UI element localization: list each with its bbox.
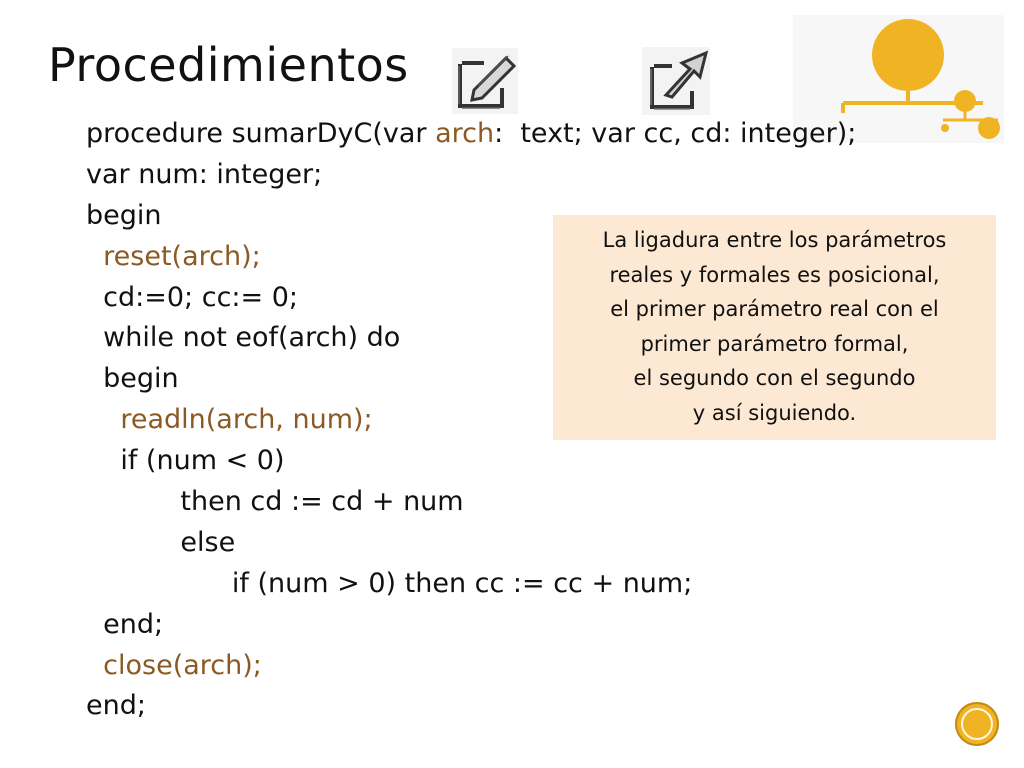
code-line [86,686,856,727]
code-text: while not eof(arch) do [103,322,401,354]
code-text: procedure sumarDyC(var [86,118,436,149]
code-text: end; [86,690,146,722]
code-line [86,646,856,687]
note-line: La ligadura entre los parámetros [602,228,947,252]
code-text: cd:=0; cc:= 0; [103,281,298,313]
code-indent [86,282,103,313]
note-line: el segundo con el segundo [633,366,916,390]
code-text: var num: integer; [86,158,323,190]
note-line: primer parámetro formal, [640,331,909,356]
code-indent [86,650,103,681]
next-circle-icon[interactable] [955,702,999,746]
code-line [86,441,856,482]
code-indent [86,404,120,435]
code-text: begin [86,199,162,231]
code-text: begin [103,363,179,395]
share-icon [640,45,710,115]
edit-icon [450,46,520,116]
code-highlight: close(arch); [103,649,262,681]
code-indent [86,527,180,558]
code-highlight: readln(arch, num); [120,404,373,436]
code-highlight: arch [435,118,495,149]
code-indent [86,568,232,599]
code-indent [86,486,180,517]
code-indent [86,609,103,640]
note-line: reales y formales es posicional, [609,262,940,287]
code-indent [86,445,120,476]
code-indent [86,363,103,394]
note-line: y así siguiendo. [692,400,857,425]
code-text: end; [103,608,164,640]
code-highlight: reset(arch); [103,240,261,272]
code-text: if (num > 0) then cc := cc + num; [231,567,693,599]
code-text: : text; var cc, cd: integer); [494,118,857,149]
slide-title: Procedimientos [48,38,409,92]
note-line: el primer parámetro real con el [610,297,939,321]
code-indent [86,241,103,272]
code-line [86,155,856,196]
code-text: then cd := cd + num [180,486,464,518]
code-line [86,564,856,605]
code-line [86,114,856,155]
code-indent [86,322,103,353]
code-text: else [180,526,236,558]
code-line [86,523,856,564]
explanation-note [553,215,996,440]
code-line [86,482,856,523]
code-line [86,605,856,646]
code-text: if (num < 0) [120,445,285,477]
